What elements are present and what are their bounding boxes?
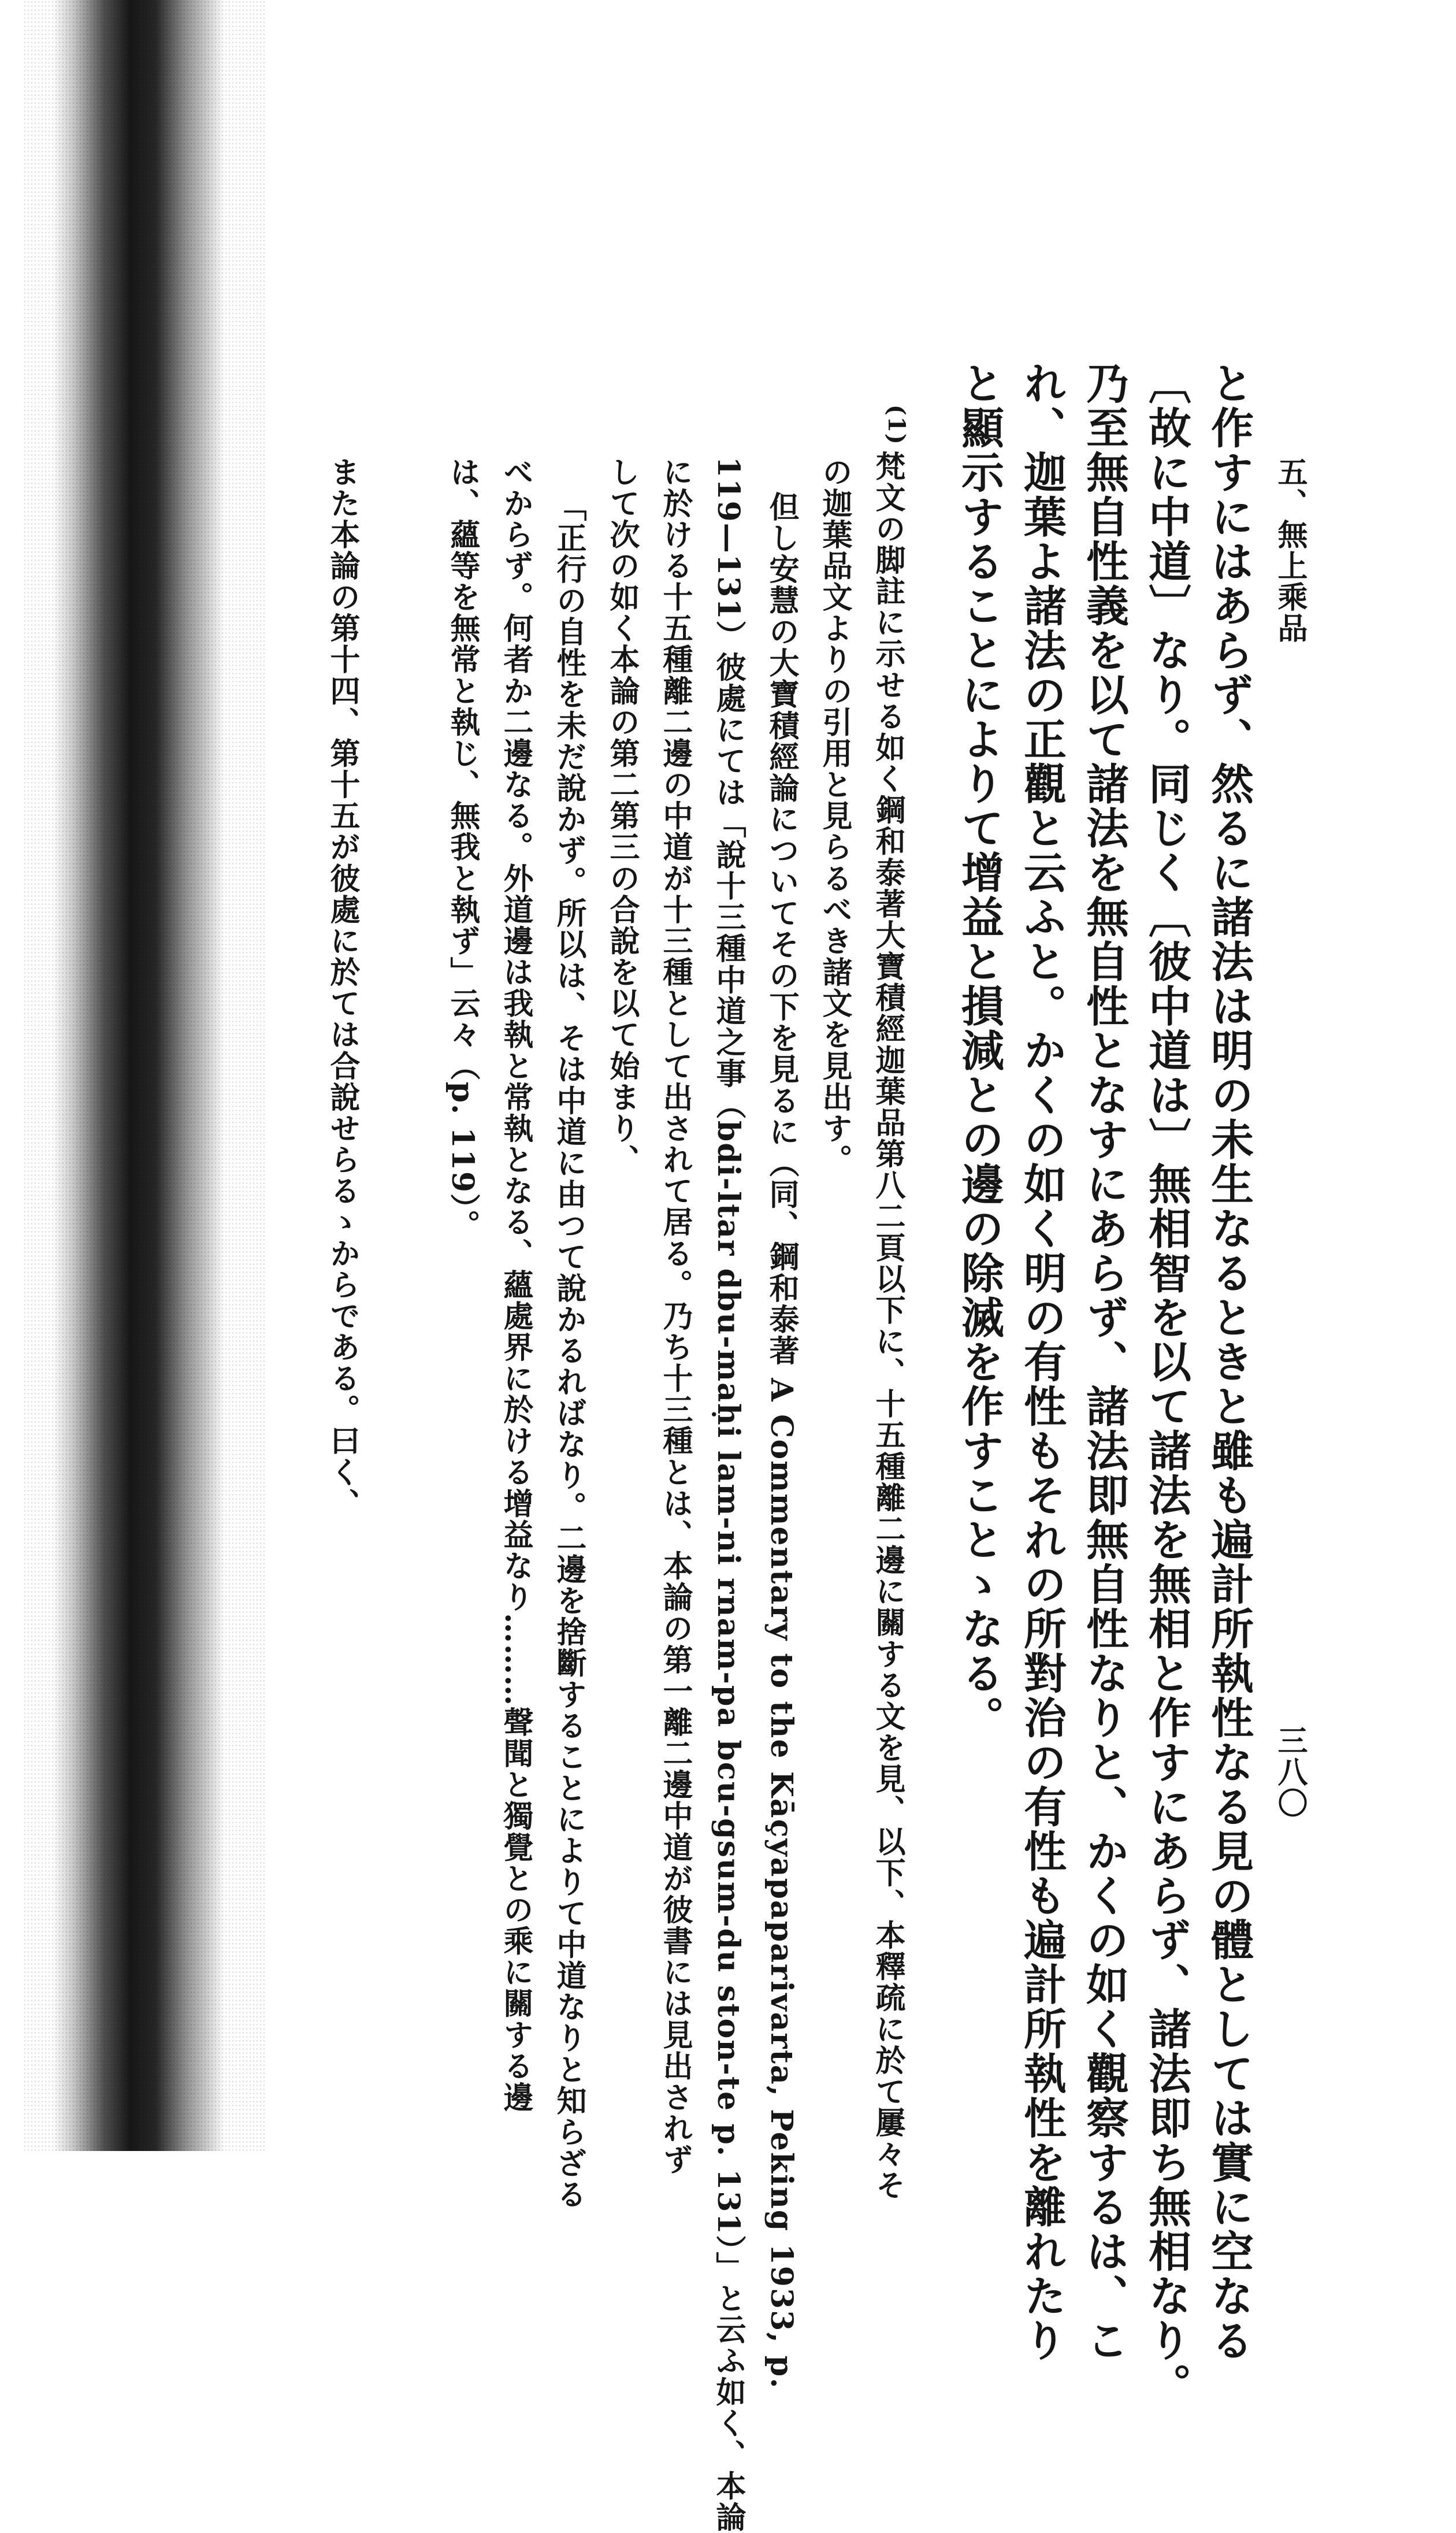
- footnote-line: 但し安慧の大寶積經論についてその下を見るに（同、鋼和泰著 A Commentary to the Kāçyapaparivarta, Peking 1933, p.: [764, 491, 799, 2390]
- footnote-line: 「正行の自性を未だ說かず。所以は、そは中道に由つて說かるればなり。二邊を捨斷することによりて中道なりと知らざる: [551, 491, 586, 2211]
- page-number: 三八〇: [1272, 1725, 1308, 1819]
- footnote-line: して次の如く本論の第二第三の合說を以て始まり、: [604, 457, 640, 1175]
- scan-noise: [23, 0, 266, 2151]
- body-line: 乃至無自性義を以て諸法を無自性となすにあらず、諸法即無自性なりと、かくの如く觀察するは、こ: [1079, 361, 1129, 2363]
- footnote-line: 119—131）彼處にては「說十三種中道之事（bdi-ltar dbu-maḥi lam-ni rnam-pa bcu-gsum-du ston-te p. 131）」と云ふ如く、本論: [711, 457, 746, 2533]
- footnote-line: また本論の第十四、第十五が彼處に於ては合說せらるゝからである。曰く、: [325, 457, 360, 1519]
- body-line: 〔故に中道〕なり。同じく〔彼中道は〕無相智を以て諸法を無相と作すにあらず、諸法即ち無相なり。: [1142, 361, 1191, 2408]
- footnote-line: 梵文の脚註に示せる如く鋼和泰著大寶積經迦葉品第八二頁以下に、十五種離二邊に關する文を見、以下、本釋疏に於て屢々そ: [870, 451, 905, 2201]
- chapter-header: 五、無上乘品: [1272, 457, 1308, 644]
- body-line: れ、迦葉よ諸法の正觀と云ふと。かくの如く明の有性もそれの所對治の有性も遍計所執性を離れたり: [1017, 361, 1067, 2363]
- footnote-line: の迦葉品文よりの引用と見らるべき諸文を見出す。: [817, 457, 852, 1175]
- footnote-number: (1): [883, 405, 910, 446]
- footnote-line: べからず。何者か二邊なる。外道邊は我執と常執となる、蘊處界に於ける增益なり………聲聞と獨覺との乘に關する邊: [498, 457, 533, 2113]
- body-line: と作すにはあらず、然るに諸法は明の未生なるときと雖も遍計所執性なる見の體としては實に空なる: [1204, 361, 1254, 2363]
- body-line: と顯示することによりて增益と損減との邊の除滅を作すことゝなる。: [954, 361, 1004, 1740]
- footnote-line: に於ける十五種離二邊の中道が十三種として出されて居る。乃ち十三種とは、本論の第一離二邊中道が彼書には見出されず: [658, 457, 693, 2176]
- footnote-line: は、蘊等を無常と執じ、無我と執ず」云々（p. 119）。: [445, 457, 480, 1241]
